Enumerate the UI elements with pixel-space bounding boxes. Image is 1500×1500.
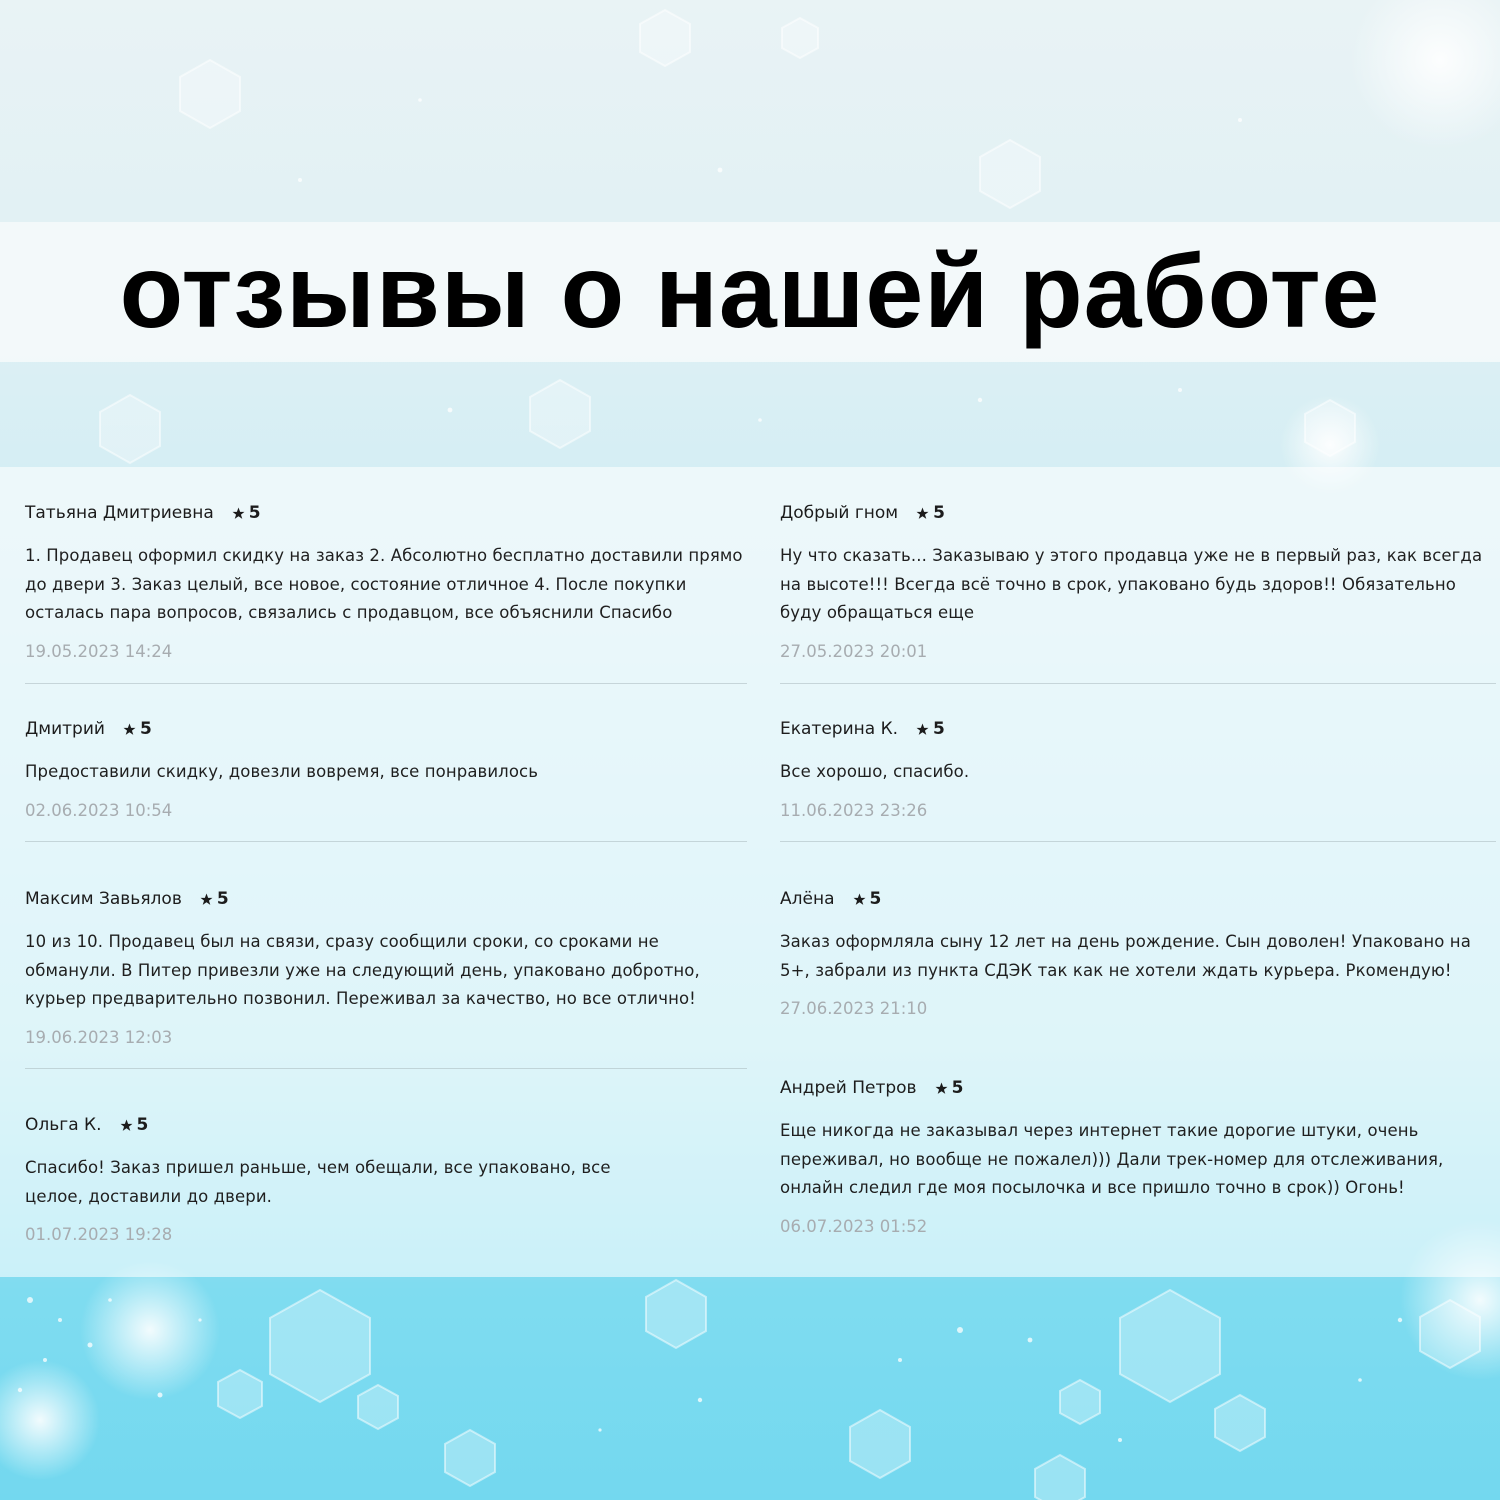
review-date: 19.05.2023 14:24 bbox=[25, 641, 173, 661]
review-header bbox=[780, 502, 1496, 524]
review-author: Ольга К. bbox=[25, 1115, 102, 1135]
rating-value: 5 bbox=[933, 503, 945, 523]
review-author: Алёна bbox=[780, 889, 835, 909]
review-rating bbox=[935, 1078, 964, 1098]
review-divider bbox=[25, 1068, 747, 1069]
rating-value: 5 bbox=[136, 1115, 149, 1135]
review-text: Все хорошо, спасибо. bbox=[780, 762, 970, 781]
review-card bbox=[25, 888, 747, 1047]
review-date: 11.06.2023 23:26 bbox=[780, 800, 928, 820]
review-author: Татьяна Дмитриевна bbox=[25, 503, 214, 523]
review-card bbox=[25, 502, 747, 661]
star-icon bbox=[120, 1119, 133, 1132]
rating-value: 5 bbox=[951, 1078, 964, 1098]
rating-value: 5 bbox=[869, 889, 882, 909]
rating-value: 5 bbox=[139, 719, 152, 739]
star-icon bbox=[935, 1082, 948, 1095]
review-text: Спасибо! Заказ пришел раньше, чем обещали, все упаковано, все целое, доставили до двери. bbox=[25, 1158, 611, 1206]
review-text: 1. Продавец оформил скидку на заказ 2. Абсолютно бесплатно доставили прямо до двери 3. Заказ целый, все новое, состояние отличное 4. После покупки осталась пара вопросов, связались с продавцом, все объяснили Спасибо bbox=[25, 546, 743, 622]
title-band bbox=[0, 222, 1500, 362]
review-date: 27.05.2023 20:01 bbox=[780, 641, 928, 661]
review-author: Екатерина К. bbox=[780, 719, 899, 739]
review-text: Ну что сказать... Заказываю у этого продавца уже не в первый раз, как всегда на высоте!!! Всегда всё точно в срок, упаковано будь здоров!! Обязательно буду обращаться еще bbox=[780, 546, 1483, 622]
review-card bbox=[780, 1077, 1496, 1236]
review-text: Заказ оформляла сыну 12 лет на день рождение. Сын доволен! Упаковано на 5+, забрали из пункта СДЭК так как не хотели ждать курьера. Ркомендую! bbox=[780, 932, 1471, 980]
review-header bbox=[25, 502, 747, 524]
rating-value: 5 bbox=[216, 889, 229, 909]
star-icon bbox=[853, 893, 866, 906]
review-author: Добрый гном bbox=[780, 503, 899, 523]
review-date: 27.06.2023 21:10 bbox=[780, 999, 928, 1018]
review-date: 06.07.2023 01:52 bbox=[780, 1216, 928, 1236]
star-icon bbox=[232, 507, 245, 520]
star-icon bbox=[916, 507, 929, 520]
review-card bbox=[25, 1114, 747, 1244]
review-header bbox=[780, 718, 1496, 740]
review-author: Андрей Петров bbox=[780, 1078, 917, 1098]
review-divider bbox=[25, 841, 747, 842]
review-header bbox=[25, 1114, 747, 1136]
review-card bbox=[780, 718, 1496, 820]
review-divider bbox=[780, 683, 1496, 684]
rating-value: 5 bbox=[248, 503, 261, 523]
review-card bbox=[25, 718, 747, 820]
review-date: 02.06.2023 10:54 bbox=[25, 800, 173, 820]
review-text: 10 из 10. Продавец был на связи, сразу сообщили сроки, со сроками не обманули. В Питер привезли уже на следующий день, упаковано добротно, курьер предварительно позвонил. Переживал за качество, но все отлично! bbox=[25, 932, 700, 1008]
star-icon bbox=[916, 723, 929, 736]
review-header bbox=[25, 718, 747, 740]
review-date: 19.06.2023 12:03 bbox=[25, 1027, 173, 1047]
review-divider bbox=[780, 841, 1496, 842]
review-header bbox=[25, 888, 747, 910]
review-rating bbox=[120, 1115, 149, 1135]
page-title: отзывы о нашей работе bbox=[119, 234, 1381, 350]
review-text: Предоставили скидку, довезли вовремя, все понравилось bbox=[25, 762, 539, 781]
review-rating bbox=[123, 719, 152, 739]
star-icon bbox=[200, 893, 213, 906]
review-header bbox=[780, 888, 1496, 910]
star-icon bbox=[123, 723, 136, 736]
review-author: Максим Завьялов bbox=[25, 889, 182, 909]
reviews-panel bbox=[0, 467, 1500, 1277]
review-rating bbox=[232, 503, 261, 523]
review-date: 01.07.2023 19:28 bbox=[25, 1225, 173, 1244]
review-rating bbox=[200, 889, 229, 909]
review-rating bbox=[916, 503, 945, 523]
review-author: Дмитрий bbox=[25, 719, 105, 739]
review-card bbox=[780, 502, 1496, 661]
review-divider bbox=[25, 683, 747, 684]
review-text: Еще никогда не заказывал через интернет такие дорогие штуки, очень переживал, но вообще не пожалел))) Дали трек-номер для отслеживания, онлайн следил где моя посылочка и все пришло точно в срок)) Огонь! bbox=[780, 1121, 1444, 1197]
review-card bbox=[780, 888, 1496, 1018]
rating-value: 5 bbox=[933, 719, 945, 739]
review-rating bbox=[853, 889, 882, 909]
review-rating bbox=[916, 719, 945, 739]
review-header bbox=[780, 1077, 1496, 1099]
